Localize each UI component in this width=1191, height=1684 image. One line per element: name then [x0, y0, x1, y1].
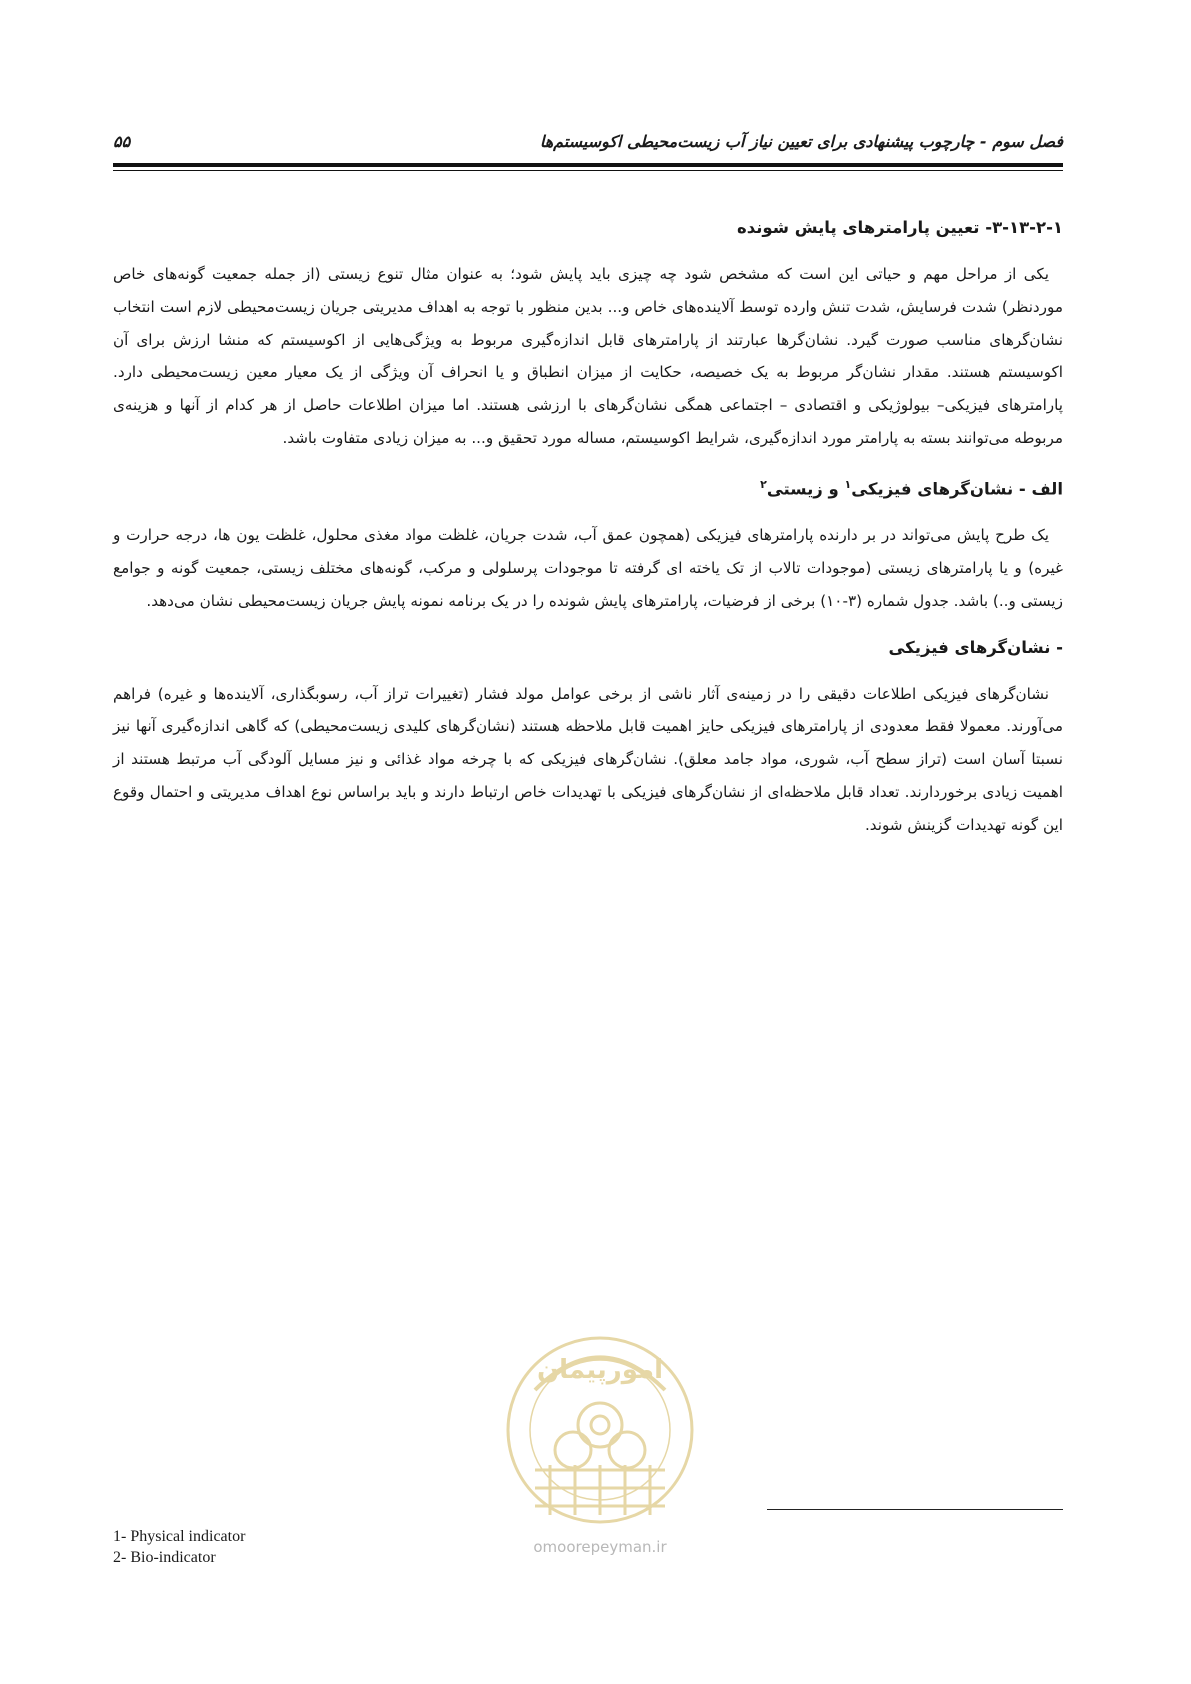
page-number: ۵۵ — [113, 132, 131, 151]
subsection-a-paragraph — [113, 519, 1063, 617]
footnote-2: 2- Bio-indicator — [113, 1549, 216, 1566]
footnotes — [113, 1526, 245, 1568]
watermark-seal-icon — [495, 1330, 705, 1530]
subsection-b-paragraph — [113, 678, 1063, 842]
watermark-logo — [495, 1330, 705, 1580]
section-heading: ۳-۱۳-۲-۱- تعیین پارامترهای پایش شونده — [736, 218, 1063, 237]
footnote-separator — [767, 1509, 1063, 1510]
header-rule-thin — [113, 170, 1063, 171]
footnote-ref-1[interactable]: ۱ — [844, 477, 852, 491]
running-header-title: فصل سوم - چارچوب پیشنهادی برای تعیین نیاز آب زیست‌محیطی اکوسیستم‌ها — [539, 132, 1063, 151]
subsection-a-heading — [113, 471, 1063, 504]
subsection-b-paragraph-text: نشان‌گرهای فیزیکی اطلاعات دقیقی را در زمینه‌ی آثار ناشی از برخی عوامل مولد فشار (تغییرات تراز آب، رسوبگذاری، آلاینده‌ها و غیره) فراهم می‌آورند. معمولا فقط معدودی از پارامترهای فیزیکی حایز اهمیت قابل ملاحظه هستند (نشان‌گرهای کلیدی زیست‌محیطی) که گاهی اندازه‌گیری آنها نیز نسبتا آسان است (تراز سطح آب، شوری، مواد جامد معلق). نشان‌گرهای فیزیکی که با چرخه مواد غذائی و نیز مسایل آلودگی آب مرتبط هستند از اهمیت زیادی برخوردارند. تعداد قابل ملاحظه‌ای از نشان‌گرهای فیزیکی با تهدیدات خاص ارتباط دارند و باید براساس نوع اهداف مدیریتی و احتمال وقوع این گونه تهدیدات گزینش شوند. — [113, 684, 1063, 834]
subsection-a-heading-prefix: الف - نشان‌گرهای فیزیکی — [851, 479, 1063, 499]
watermark-site: omoorepeyman.ir — [533, 1538, 667, 1556]
watermark-logo-text: امورپیمان — [536, 1355, 664, 1385]
header-rule — [113, 163, 1063, 167]
footnote-1: 1- Physical indicator — [113, 1528, 246, 1545]
page-header — [113, 128, 1063, 160]
footnote-ref-2[interactable]: ۲ — [760, 477, 767, 491]
subsection-a-heading-mid: و زیستی — [766, 479, 845, 499]
main-content — [113, 214, 1063, 858]
intro-paragraph-text: یکی از مراحل مهم و حیاتی این است که مشخص شود چه چیزی باید پایش شود؛ به عنوان مثال تنوع زیستی (از جمله جمعیت گونه‌های خاص موردنظر) شدت فرسایش، شدت تنش وارده توسط آلاینده‌های خاص و... بدین منظور با توجه به اهداف مدیریتی جریان زیست‌محیطی لازم است انتخاب نشان‌گرهای مناسب صورت گیرد. نشان‌گرها عبارتند از پارامترهای قابل اندازه‌گیری مربوط به ویژگی‌هایی از اکوسیستم که منشا ارزش برای آن اکوسیستم هستند. مقدار نشان‌گر مربوط به یک خصیصه، حکایت از میزان انطباق و یا انحراف آن ویژگی از یک معیار معین زیست‌محیطی دارد. پارامترهای فیزیکی– بیولوژیکی و اقتصادی – اجتماعی همگی نشان‌گرهای با ارزشی هستند. اما میزان اطلاعات حاصل از هر کدام از آنها و هزینه‌ی مربوطه می‌توانند بسته به پارامتر مورد اندازه‌گیری، شرایط اکوسیستم، مساله مورد تحقیق و... به میزان زیادی متفاوت باشد. — [113, 265, 1063, 447]
subsection-b-heading: - نشان‌گرهای فیزیکی — [888, 637, 1063, 657]
subsection-a-paragraph-text: یک طرح پایش می‌تواند در بر دارنده پارامترهای فیزیکی (همچون عمق آب، شدت جریان، غلظت مواد مغذی محلول، غلظت یون ها، درجه حرارت و غیره) و یا پارامترهای زیستی (موجودات تالاب از تک یاخته ای گرفته تا موجودات پرسلولی و مرکب، گونه‌های مختلف زیستی، جمعیت گونه و جوامع زیستی و..) باشد. جدول شماره (۳-۱۰) برخی از فرضیات، پارامترهای پایش شونده را در یک برنامه نمونه پایش جریان زیست‌محیطی نشان می‌دهد. — [113, 526, 1063, 610]
intro-paragraph — [113, 258, 1063, 455]
